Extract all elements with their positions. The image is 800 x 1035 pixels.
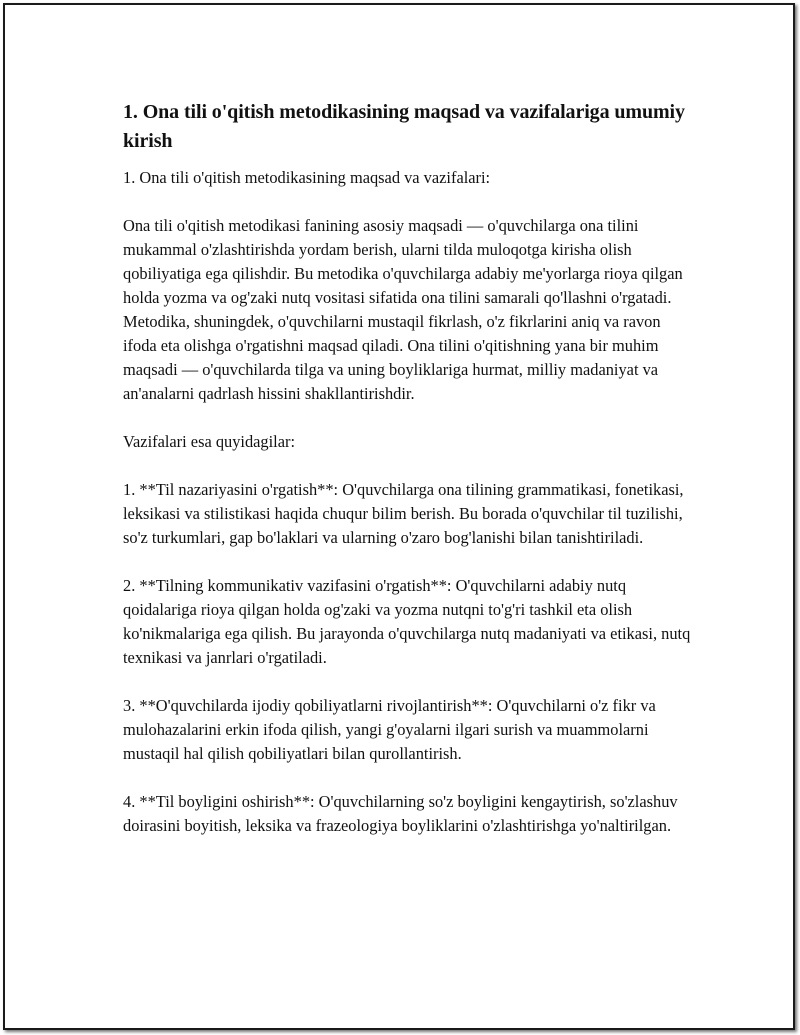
document-title: 1. Ona tili o'qitish metodikasining maqsad va vazifalariga umumiy kirish bbox=[123, 101, 685, 152]
document-body bbox=[119, 98, 699, 862]
paragraph-task-4: 4. **Til boyligini oshirish**: O'quvchilarning so'z boyligini kengaytirish, so'zlashuv doirasini boyitish, leksika va frazeologiya boyliklarini o'zlashtirishga yo'naltirilgan. bbox=[123, 792, 678, 835]
paragraph-goal: Ona tili o'qitish metodikasi fanining asosiy maqsadi — o'quvchilarga ona tilini mukammal o'zlashtirishda yordam berish, ularni tilda muloqotga kirisha olish qobiliyatiga ega qilishdir. Bu metodika o'quvchilarga adabiy me'yorlarga rioya qilgan holda yozma va og'zaki nutq vositasi sifatida ona tilini samarali qo'llashni o'rgatadi. Metodika, shuningdek, o'quvchilarni mustaqil fikrlash, o'z fikrlarini aniq va ravon ifoda eta olishga o'rgatishni maqsad qiladi. Ona tilini o'qitishning yana bir muhim maqsadi — o'quvchilarda tilga va uning boyliklariga hurmat, milliy madaniyat va an'analarni qadrlash hissini shakllantirishdir. bbox=[123, 216, 683, 403]
paragraph-task-2: 2. **Tilning kommunikativ vazifasini o'rgatish**: O'quvchilarni adabiy nutq qoidalariga rioya qilgan holda og'zaki va yozma nutqni to'g'ri tashkil eta olish ko'nikmalariga ega qilish. Bu jarayonda o'quvchilarga nutq madaniyati va etikasi, nutq texnikasi va janrlari o'rgatiladi. bbox=[123, 576, 691, 667]
paragraph-intro: 1. Ona tili o'qitish metodikasining maqsad va vazifalari: bbox=[123, 168, 491, 187]
paragraph-tasks-heading: Vazifalari esa quyidagilar: bbox=[123, 432, 296, 451]
page-frame bbox=[3, 3, 795, 1030]
paragraph-task-1: 1. **Til nazariyasini o'rgatish**: O'quvchilarga ona tilining grammatikasi, fonetikasi, leksikasi va stilistikasi haqida chuqur bilim berish. Bu borada o'quvchilar til tuzilishi, so'z turkumlari, gap bo'laklari va ularning o'zaro bog'lanishi bilan tanishtiriladi. bbox=[123, 480, 684, 547]
paragraph-task-3: 3. **O'quvchilarda ijodiy qobiliyatlarni rivojlantirish**: O'quvchilarni o'z fikr va mulohazalarini erkin ifoda qilish, yangi g'oyalarni ilgari surish va muammolarni mustaqil hal qilish qobiliyatlari bilan qurollantirish. bbox=[123, 696, 656, 763]
